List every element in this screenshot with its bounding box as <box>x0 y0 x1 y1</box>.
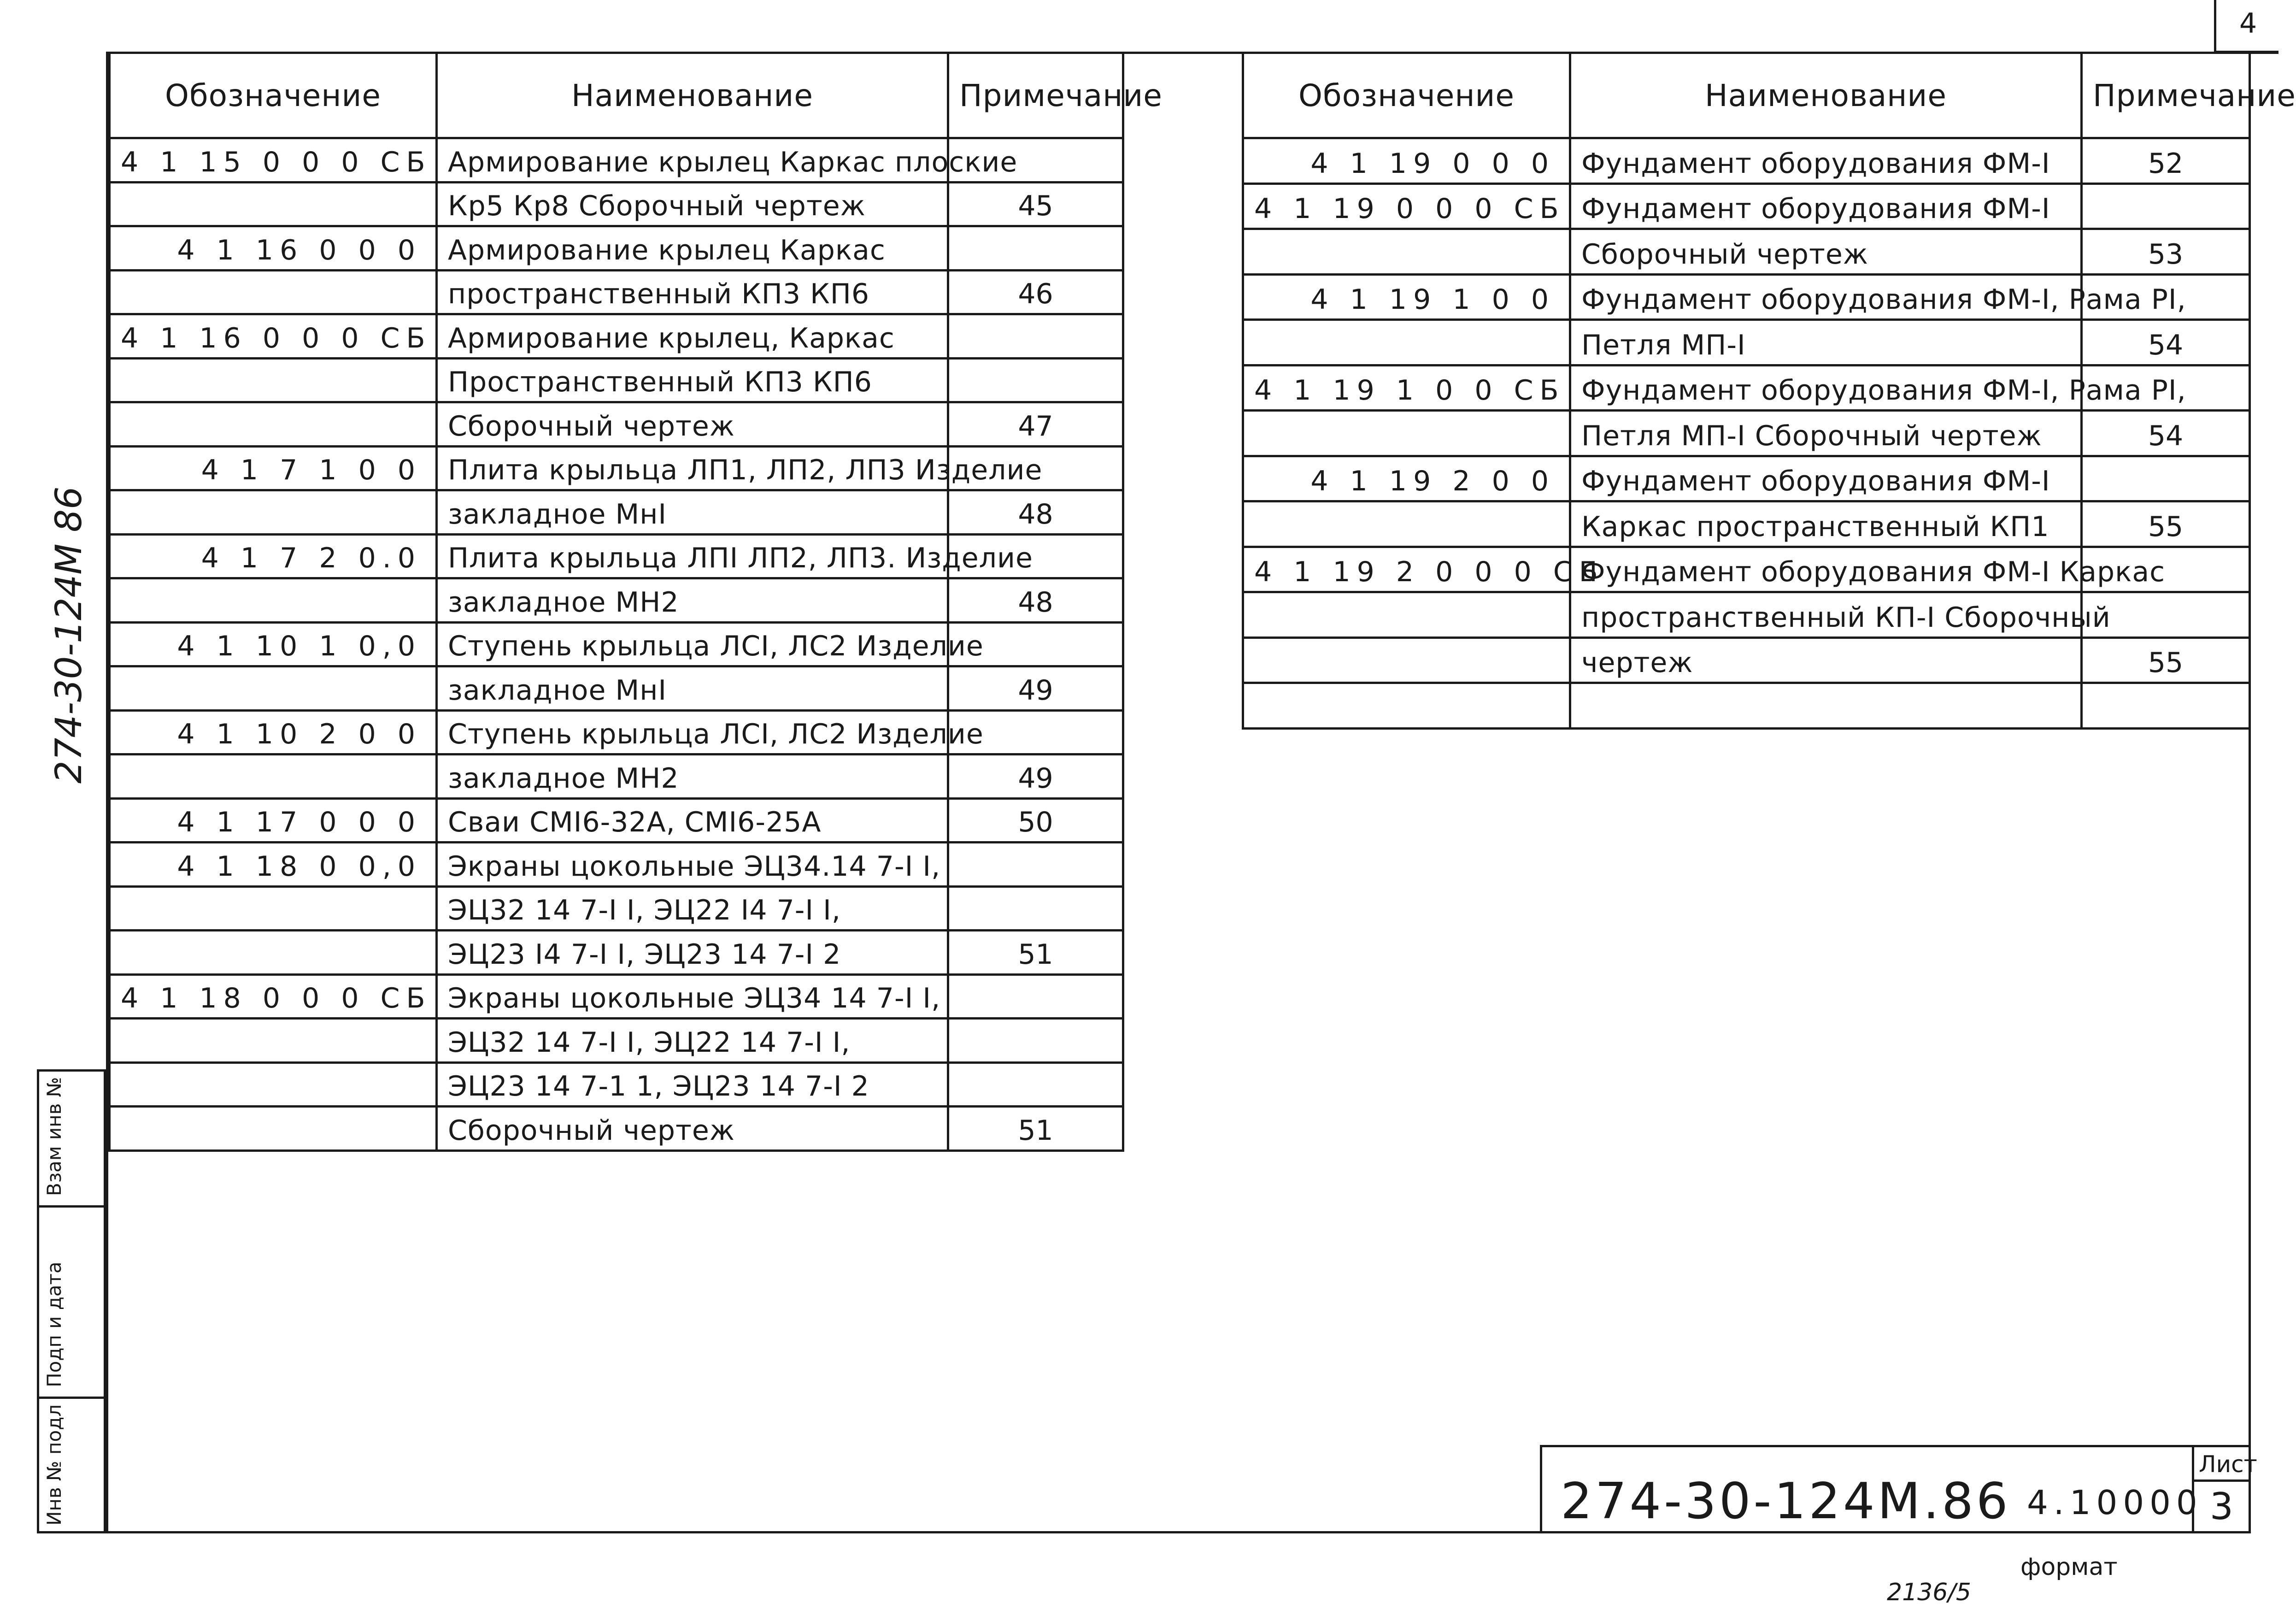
archive-number: 2136/5 <box>1887 1579 1971 1606</box>
designation-cell <box>110 1062 437 1107</box>
table-row <box>1243 274 2250 320</box>
header-designation: Обозначение <box>1243 53 1570 138</box>
left-spec-table <box>108 52 1163 1152</box>
name-cell: Петля МП-I <box>1570 320 2082 365</box>
table-row <box>110 622 1123 666</box>
title-block <box>1540 1445 2257 1532</box>
table-row <box>110 358 1123 402</box>
table-row <box>1243 138 2250 184</box>
name-cell: Армирование крылец Каркас <box>437 226 948 271</box>
note-cell <box>948 843 1123 887</box>
table-row <box>110 1107 1123 1151</box>
note-cell <box>948 974 1123 1019</box>
note-cell <box>948 886 1123 931</box>
table-row <box>1243 456 2250 501</box>
title-section-code: 4.10000 <box>2027 1483 2203 1522</box>
name-cell <box>1570 683 2082 729</box>
name-cell: закладное МнI <box>437 666 948 711</box>
designation-cell: 4 1 19 1 0 0 <box>1243 274 1570 320</box>
table-row <box>110 710 1123 754</box>
table-row <box>1243 592 2250 638</box>
note-cell: 50 <box>948 798 1123 843</box>
table-row <box>110 490 1123 535</box>
side-document-code: 274-30-124М 86 <box>48 486 90 784</box>
name-cell: Экраны цокольные ЭЦ34.14 7-I I, <box>437 843 948 887</box>
note-cell <box>2082 456 2250 501</box>
name-cell: Фундамент оборудования ФМ-I Каркас <box>1570 547 2082 592</box>
name-cell: ЭЦ32 14 7-I I, ЭЦ22 I4 7-I I, <box>437 886 948 931</box>
designation-cell <box>110 358 437 402</box>
table-row <box>110 886 1123 931</box>
name-cell: Фундамент оборудования ФМ-I <box>1570 456 2082 501</box>
table-row <box>110 931 1123 975</box>
name-cell: пространственный КП-I Сборочный <box>1570 592 2082 638</box>
designation-cell <box>1243 501 1570 547</box>
name-cell: Кр5 Кр8 Сборочный чертеж <box>437 182 948 226</box>
stamp-inv-orig <box>37 1397 106 1533</box>
designation-cell <box>1243 229 1570 275</box>
name-cell: пространственный КП3 КП6 <box>437 270 948 314</box>
designation-cell <box>1243 592 1570 638</box>
name-cell: ЭЦ32 14 7-I I, ЭЦ22 14 7-I I, <box>437 1019 948 1063</box>
right-spec-table <box>1242 52 2296 730</box>
name-cell: Армирование крылец Каркас плоские <box>437 138 948 183</box>
note-cell: 54 <box>2082 411 2250 456</box>
designation-cell <box>110 1019 437 1063</box>
designation-cell <box>110 270 437 314</box>
designation-cell: 4 1 15 0 0 0 СБ <box>110 138 437 183</box>
table-row <box>110 666 1123 711</box>
stamp-replace-inv-label: Взам инв № <box>43 1077 65 1196</box>
designation-cell: 4 1 7 2 0.0 <box>110 534 437 578</box>
name-cell: Фундамент оборудования ФМ-I, Рама РI, <box>1570 274 2082 320</box>
table-row <box>110 270 1123 314</box>
table-row <box>1243 501 2250 547</box>
table-row <box>1243 320 2250 365</box>
table-row <box>110 974 1123 1019</box>
designation-cell: 4 1 19 0 0 0 <box>1243 138 1570 184</box>
table-row <box>110 402 1123 447</box>
note-cell <box>948 1019 1123 1063</box>
designation-cell: 4 1 17 0 0 0 <box>110 798 437 843</box>
note-cell <box>2082 183 2250 229</box>
page-corner-box <box>2214 0 2278 53</box>
table-row <box>1243 547 2250 592</box>
note-cell: 51 <box>948 931 1123 975</box>
note-cell: 48 <box>948 490 1123 535</box>
table-row <box>110 182 1123 226</box>
table-row <box>110 138 1123 183</box>
sheet-number: 3 <box>2210 1485 2233 1528</box>
table-row <box>110 578 1123 623</box>
name-cell: ЭЦ23 I4 7-I I, ЭЦ23 14 7-I 2 <box>437 931 948 975</box>
name-cell: Сборочный чертеж <box>437 1107 948 1151</box>
name-cell: Петля МП-I Сборочный чертеж <box>1570 411 2082 456</box>
designation-cell <box>1243 683 1570 729</box>
designation-cell: 4 1 19 0 0 0 СБ <box>1243 183 1570 229</box>
note-cell <box>948 314 1123 359</box>
designation-cell: 4 1 19 2 0 0 <box>1243 456 1570 501</box>
table-row <box>1243 183 2250 229</box>
right-table-body <box>1243 138 2250 729</box>
note-cell: 45 <box>948 182 1123 226</box>
name-cell: Ступень крыльца ЛСI, ЛС2 Изделие <box>437 622 948 666</box>
stamp-replace-inv <box>37 1069 106 1208</box>
table-row <box>110 226 1123 271</box>
table-row <box>110 843 1123 887</box>
sheet-label: Лист <box>2199 1451 2257 1478</box>
page-number: 4 <box>2239 7 2257 40</box>
note-cell <box>2082 683 2250 729</box>
note-cell <box>948 358 1123 402</box>
designation-cell: 4 1 18 0 0,0 <box>110 843 437 887</box>
note-cell: 49 <box>948 754 1123 799</box>
stamp-sign-date-label: Подп и дата <box>43 1261 65 1387</box>
table-row <box>1243 365 2250 411</box>
table-row <box>110 446 1123 490</box>
name-cell: Фундамент оборудования ФМ-I <box>1570 183 2082 229</box>
note-cell: 54 <box>2082 320 2250 365</box>
designation-cell <box>110 490 437 535</box>
name-cell: ЭЦ23 14 7-1 1, ЭЦ23 14 7-I 2 <box>437 1062 948 1107</box>
designation-cell <box>110 931 437 975</box>
name-cell: Армирование крылец, Каркас <box>437 314 948 359</box>
name-cell: чертеж <box>1570 637 2082 683</box>
name-cell: Сборочный чертеж <box>1570 229 2082 275</box>
designation-cell: 4 1 19 1 0 0 СБ <box>1243 365 1570 411</box>
table-row <box>110 534 1123 578</box>
name-cell: Сваи СМI6-32А, СМI6-25А <box>437 798 948 843</box>
designation-cell: 4 1 16 0 0 0 <box>110 226 437 271</box>
note-cell: 46 <box>948 270 1123 314</box>
designation-cell: 4 1 16 0 0 0 СБ <box>110 314 437 359</box>
name-cell: Экраны цокольные ЭЦ34 14 7-I I, <box>437 974 948 1019</box>
designation-cell <box>1243 637 1570 683</box>
stamp-sign-date <box>37 1205 106 1399</box>
left-table-body <box>110 138 1123 1151</box>
note-cell: 55 <box>2082 501 2250 547</box>
note-cell <box>948 226 1123 271</box>
note-cell: 48 <box>948 578 1123 623</box>
designation-cell: 4 1 10 2 0 0 <box>110 710 437 754</box>
designation-cell <box>110 886 437 931</box>
table-row <box>1243 411 2250 456</box>
name-cell: Каркас пространственный КП1 <box>1570 501 2082 547</box>
name-cell: Фундамент оборудования ФМ-I, Рама РI, <box>1570 365 2082 411</box>
designation-cell <box>110 1107 437 1151</box>
table-row <box>1243 229 2250 275</box>
note-cell: 53 <box>2082 229 2250 275</box>
name-cell: Ступень крыльца ЛСI, ЛС2 Изделие <box>437 710 948 754</box>
designation-cell <box>110 754 437 799</box>
note-cell: 55 <box>2082 637 2250 683</box>
name-cell: Плита крыльца ЛПI ЛП2, ЛП3. Изделие <box>437 534 948 578</box>
designation-cell: 4 1 18 0 0 0 СБ <box>110 974 437 1019</box>
designation-cell: 4 1 19 2 0 0 0 СБ <box>1243 547 1570 592</box>
note-cell: 52 <box>2082 138 2250 184</box>
table-row <box>110 798 1123 843</box>
name-cell: Сборочный чертеж <box>437 402 948 447</box>
note-cell: 49 <box>948 666 1123 711</box>
name-cell: Фундамент оборудования ФМ-I <box>1570 138 2082 184</box>
note-cell: 47 <box>948 402 1123 447</box>
table-row <box>1243 637 2250 683</box>
name-cell: Плита крыльца ЛП1, ЛП2, ЛП3 Изделие <box>437 446 948 490</box>
stamp-inv-orig-label: Инв № подл <box>43 1404 65 1526</box>
designation-cell <box>110 182 437 226</box>
header-note: Примечание <box>2082 53 2250 138</box>
note-cell: 51 <box>948 1107 1123 1151</box>
designation-cell <box>1243 320 1570 365</box>
name-cell: Пространственный КП3 КП6 <box>437 358 948 402</box>
sheet-separator <box>2194 1479 2249 1482</box>
title-document-code: 274-30-124М.86 <box>1561 1473 2011 1530</box>
note-cell <box>948 1062 1123 1107</box>
table-row <box>110 754 1123 799</box>
table-row <box>110 314 1123 359</box>
name-cell: закладное МнI <box>437 490 948 535</box>
designation-cell <box>1243 411 1570 456</box>
sheet-box <box>2192 1447 2257 1532</box>
header-name: Наименование <box>1570 53 2082 138</box>
designation-cell <box>110 402 437 447</box>
designation-cell <box>110 666 437 711</box>
table-row <box>110 1019 1123 1063</box>
designation-cell: 4 1 10 1 0,0 <box>110 622 437 666</box>
name-cell: закладное МН2 <box>437 578 948 623</box>
header-note: Примечание <box>948 53 1123 138</box>
header-name: Наименование <box>437 53 948 138</box>
name-cell: закладное МН2 <box>437 754 948 799</box>
format-label: формат <box>2020 1553 2118 1581</box>
header-designation: Обозначение <box>110 53 437 138</box>
designation-cell: 4 1 7 1 0 0 <box>110 446 437 490</box>
designation-cell <box>110 578 437 623</box>
table-row <box>110 1062 1123 1107</box>
table-row <box>1243 683 2250 729</box>
